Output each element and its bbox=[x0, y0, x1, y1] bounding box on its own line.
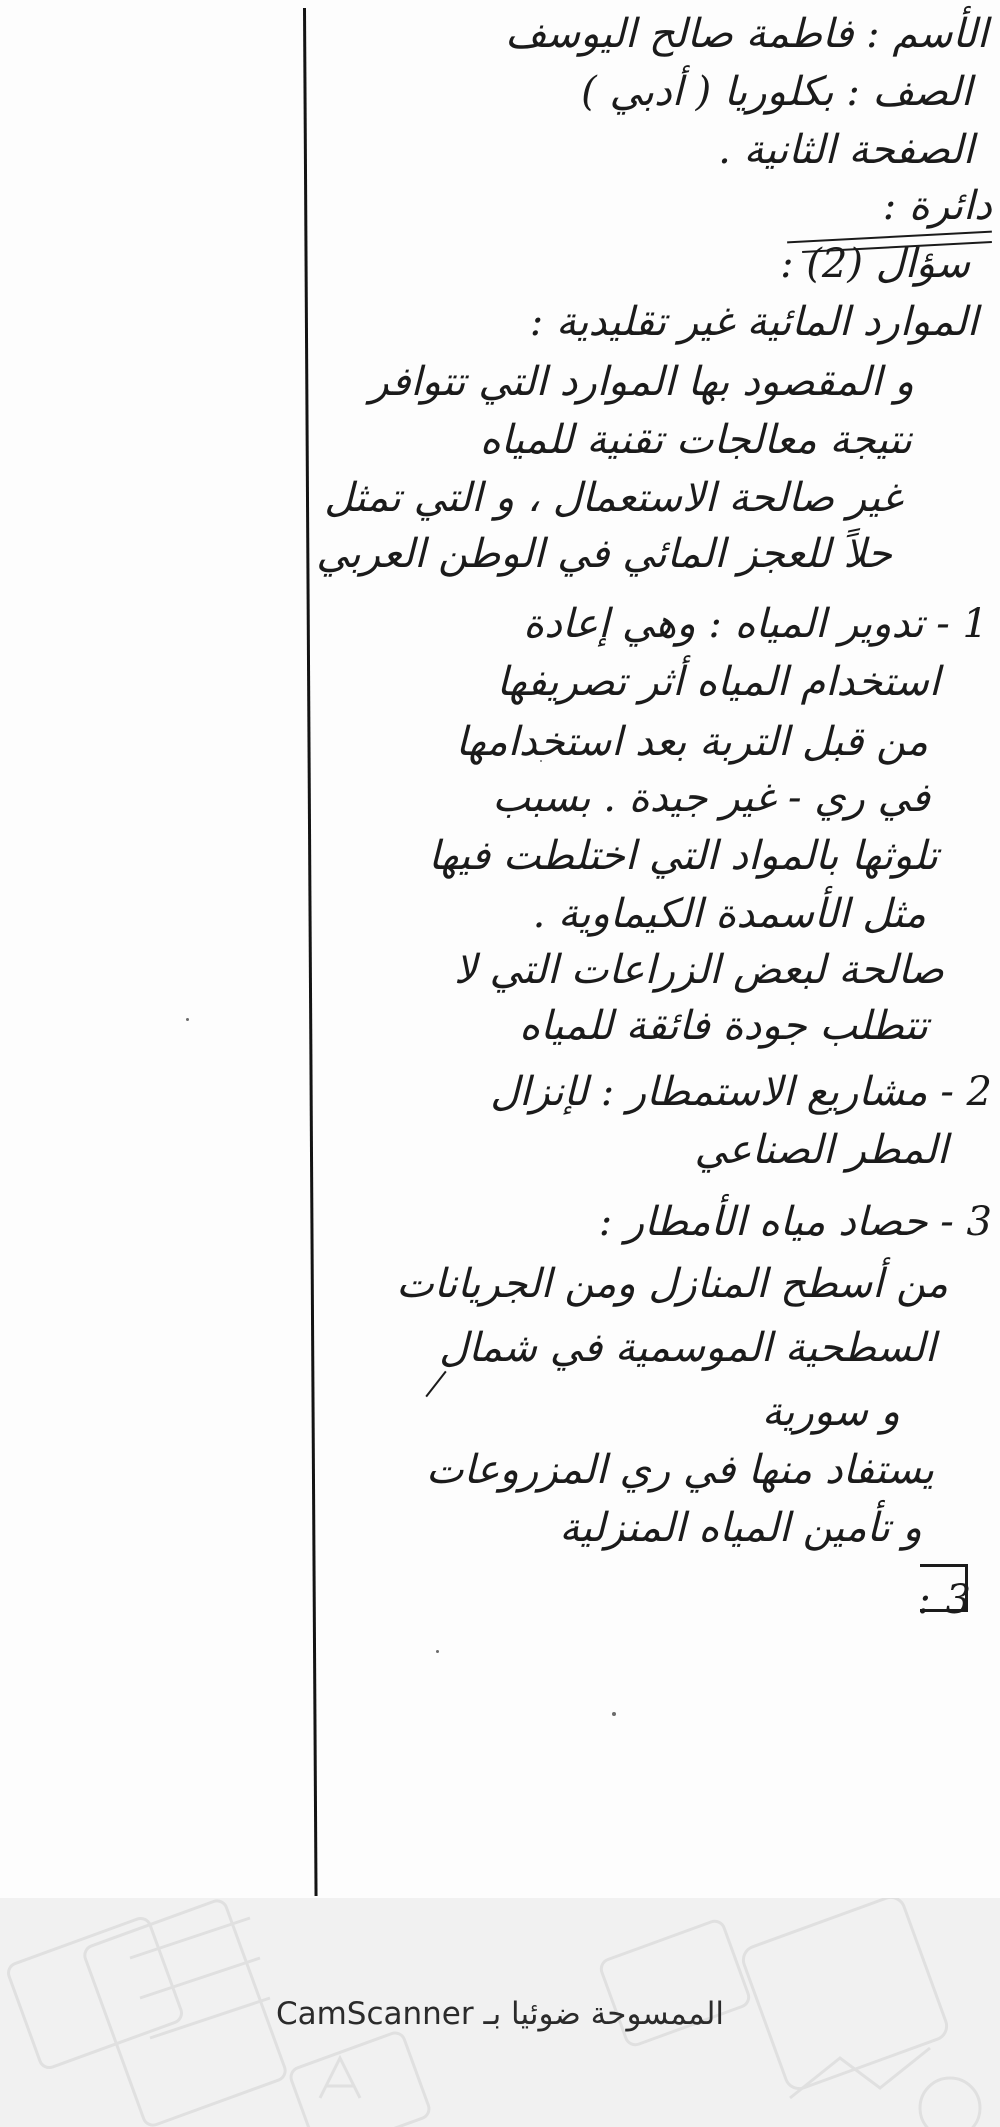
page-number-line: الصفحة الثانية . bbox=[718, 127, 974, 173]
scanner-watermark-footer bbox=[0, 1898, 1000, 2127]
answer-line: و المقصود بها الموارد التي تتوافر bbox=[369, 359, 914, 405]
handwritten-answer bbox=[310, 0, 1000, 1898]
answer-line: و تأمين المياه المنزلية bbox=[559, 1505, 922, 1551]
answer-line: نتيجة معالجات تقنية للمياه bbox=[479, 417, 912, 463]
answer-line: من أسطح المنازل ومن الجريانات bbox=[396, 1261, 948, 1307]
scanned-with-caption bbox=[0, 1996, 1000, 2032]
answer-line: الموارد المائية غير تقليدية : bbox=[529, 299, 978, 345]
answer-line: تلوثها بالمواد التي اختلطت فيها bbox=[428, 833, 938, 879]
student-name-line: الأسم : فاطمة صالح اليوسف bbox=[505, 11, 988, 57]
answer-line: 3 - حصاد مياه الأمطار : bbox=[598, 1199, 992, 1245]
answer-line: استخدام المياه أثر تصريفها bbox=[496, 659, 940, 705]
answer-line: تتطلب جودة فائقة للمياه bbox=[519, 1003, 928, 1049]
answer-line: مثل الأسمدة الكيماوية . bbox=[532, 891, 926, 937]
answer-line: حلاً للعجز المائي في الوطن العربي bbox=[316, 531, 892, 577]
camscanner-brand: CamScanner bbox=[275, 1996, 474, 2032]
scanned-with-label: الممسوحة ضوئيا بـ bbox=[483, 1996, 725, 2032]
answer-line: صالحة لبعض الزراعات التي لا bbox=[453, 947, 944, 993]
answer-line: في ري - غير جيدة . بسبب bbox=[492, 775, 930, 821]
answer-line: المطر الصناعي bbox=[694, 1127, 948, 1173]
answer-end-mark: : 3 bbox=[917, 1577, 972, 1623]
question-number-line: سؤال (2) : bbox=[780, 241, 970, 287]
class-line: الصف : بكلوريا ( أدبي ) bbox=[581, 69, 972, 115]
answer-line: السطحية الموسمية في شمال bbox=[439, 1325, 936, 1371]
answer-line: و سورية bbox=[761, 1389, 900, 1435]
answer-line: 1 - تدوير المياه : وهي إعادة bbox=[523, 601, 988, 647]
answer-line: يستفاد منها في ري المزروعات bbox=[425, 1447, 934, 1493]
answer-line: غير صالحة الاستعمال ، و التي تمثل bbox=[324, 475, 902, 521]
heading-line: دائرة : bbox=[882, 183, 992, 229]
paper-speck bbox=[186, 1018, 189, 1021]
answer-line: من قبل التربة بعد استخدامها bbox=[455, 719, 928, 765]
bracket-mark bbox=[920, 1564, 968, 1612]
answer-line: 2 - مشاريع الاستمطار : لإنزال bbox=[490, 1069, 992, 1115]
